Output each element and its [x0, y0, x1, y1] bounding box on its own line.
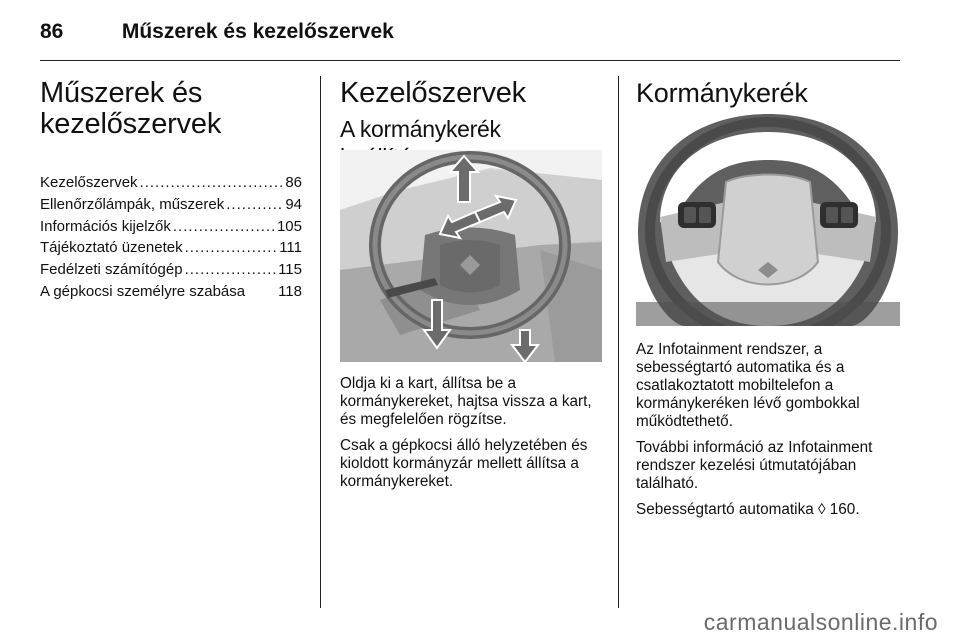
reference-page: 160. [829, 501, 860, 518]
header-rule [40, 60, 900, 61]
paragraph: Oldja ki a kart, állítsa be a kormánykereket, hajtsa vissza a kart, és megfelelően rögzítse. [340, 375, 592, 428]
toc-leader [173, 218, 275, 235]
chapter-heading-line1: Műszerek és [40, 77, 203, 109]
cross-reference[interactable] [636, 501, 900, 519]
column-steering-switches-text [636, 341, 900, 527]
toc-title: Tájékoztató üzenetek [40, 239, 183, 257]
toc-item[interactable] [40, 283, 302, 305]
toc-leader [140, 174, 284, 191]
column-divider-2 [618, 76, 619, 608]
toc-page: 118 [278, 282, 302, 300]
toc-item[interactable] [40, 239, 302, 261]
chapter-heading [40, 78, 302, 140]
toc-title: Fedélzeti számítógép [40, 261, 183, 279]
column-contents [40, 78, 302, 305]
toc-leader [226, 196, 283, 213]
header-title: Műszerek és kezelőszervek [121, 20, 394, 43]
section-heading: Kormánykerék [636, 78, 808, 108]
table-of-contents [40, 174, 302, 305]
chapter-heading-line2: kezelőszervek [40, 108, 222, 140]
left-switch-cluster[interactable] [678, 202, 716, 228]
toc-page: 115 [278, 261, 302, 279]
toc-title: Ellenőrzőlámpák, műszerek [40, 195, 225, 213]
steering-adjust-illustration [340, 150, 602, 362]
page-header [40, 20, 394, 44]
reference-diamond-icon: ◊ [817, 501, 826, 518]
toc-page: 105 [276, 217, 302, 235]
toc-title: Kezelőszervek [40, 174, 138, 191]
paragraph: Az Infotainment rendszer, a sebességtartó automatika és a csatlakoztatott mobiltelefon a kormánykeréken lévő gombokkal működtethető. [636, 341, 860, 430]
column-divider-1 [320, 76, 321, 608]
toc-item[interactable] [40, 261, 302, 283]
toc-page: 111 [279, 239, 302, 257]
section-heading: Kezelőszervek [340, 77, 526, 109]
toc-title: Információs kijelzők [40, 217, 171, 235]
paragraph: Csak a gépkocsi álló helyzetében és kioldott kormányzár mellett állítsa a kormánykereket. [340, 437, 588, 490]
subsection-heading: A kormánykerék [340, 116, 501, 142]
page-number: 86 [40, 20, 64, 43]
toc-title: A gépkocsi személyre szabása [40, 282, 246, 300]
column-controls-text [340, 375, 602, 499]
reference-text: Sebességtartó automatika [636, 501, 814, 518]
steering-wheel-switches-illustration [636, 112, 900, 326]
paragraph: További információ az Infotainment rendszer kezelési útmutatójában található. [636, 439, 873, 492]
toc-item[interactable] [40, 218, 302, 240]
toc-page: 86 [285, 174, 302, 191]
watermark: carmanualsonline.info [703, 609, 938, 635]
toc-leader [185, 261, 277, 278]
toc-leader [185, 239, 278, 256]
toc-item[interactable] [40, 196, 302, 218]
toc-page: 94 [285, 195, 302, 213]
right-switch-cluster[interactable] [820, 202, 858, 228]
toc-item[interactable] [40, 174, 302, 196]
